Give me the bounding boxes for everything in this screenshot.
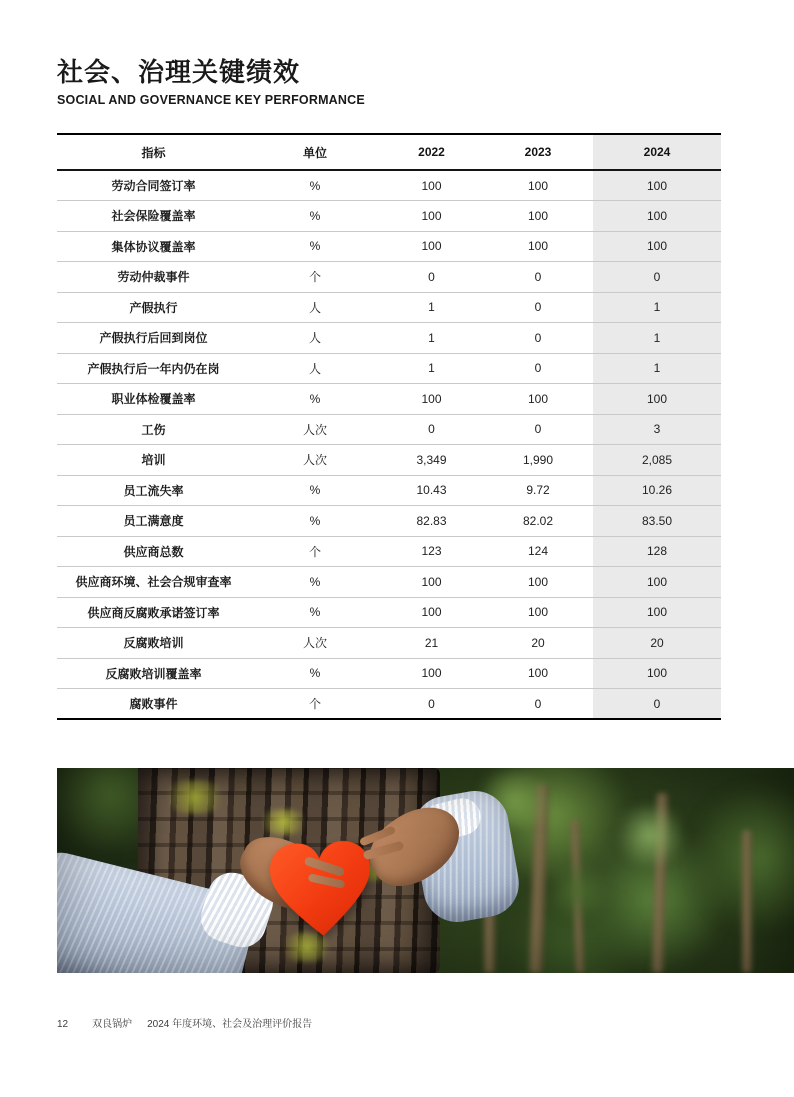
indicator-label: 职业体检覆盖率 (57, 384, 250, 415)
indicator-label: 产假执行后一年内仍在岗 (57, 353, 250, 384)
value-2023: 100 (483, 567, 593, 598)
unit-cell: 个 (250, 262, 380, 293)
table-row (57, 384, 721, 415)
indicator-label: 劳动仲裁事件 (57, 262, 250, 293)
table-row (57, 506, 721, 537)
tree-hug-heart-photo (57, 768, 794, 973)
value-2022: 123 (380, 536, 483, 567)
footer-report-title: 2024 年度环境、社会及治理评价报告 (147, 1019, 313, 1030)
unit-cell: % (250, 170, 380, 201)
indicator-label: 供应商反腐败承诺签订率 (57, 597, 250, 628)
page-footer (57, 1015, 312, 1030)
footer-company-name: 双良锅炉 (92, 1019, 133, 1030)
value-2022: 100 (380, 170, 483, 201)
value-2023: 82.02 (483, 506, 593, 537)
indicator-label: 工伤 (57, 414, 250, 445)
value-2023: 100 (483, 597, 593, 628)
table-row (57, 201, 721, 232)
value-2023: 0 (483, 414, 593, 445)
value-2022: 10.43 (380, 475, 483, 506)
table-row (57, 414, 721, 445)
indicator-label: 员工流失率 (57, 475, 250, 506)
value-2022: 0 (380, 262, 483, 293)
indicator-label: 员工满意度 (57, 506, 250, 537)
value-2022: 1 (380, 323, 483, 354)
value-2024: 128 (593, 536, 721, 567)
photo-vignette (57, 768, 794, 973)
value-2022: 21 (380, 628, 483, 659)
value-2024: 83.50 (593, 506, 721, 537)
indicator-label: 劳动合同签订率 (57, 170, 250, 201)
table-row (57, 262, 721, 293)
value-2022: 3,349 (380, 445, 483, 476)
unit-cell: % (250, 567, 380, 598)
value-2022: 1 (380, 292, 483, 323)
value-2023: 0 (483, 323, 593, 354)
table-row (57, 170, 721, 201)
table-row (57, 323, 721, 354)
kpi-table (57, 133, 721, 720)
value-2022: 100 (380, 597, 483, 628)
indicator-label: 集体协议覆盖率 (57, 231, 250, 262)
value-2023: 100 (483, 658, 593, 689)
value-2023: 0 (483, 689, 593, 720)
unit-cell: 人次 (250, 445, 380, 476)
value-2023: 100 (483, 170, 593, 201)
value-2024: 10.26 (593, 475, 721, 506)
value-2023: 100 (483, 201, 593, 232)
indicator-label: 反腐败培训覆盖率 (57, 658, 250, 689)
value-2022: 0 (380, 414, 483, 445)
value-2022: 100 (380, 231, 483, 262)
value-2024: 100 (593, 567, 721, 598)
unit-cell: % (250, 475, 380, 506)
value-2023: 100 (483, 231, 593, 262)
indicator-label: 社会保险覆盖率 (57, 201, 250, 232)
value-2024: 1 (593, 323, 721, 354)
value-2024: 100 (593, 201, 721, 232)
unit-cell: 人次 (250, 414, 380, 445)
value-2024: 0 (593, 689, 721, 720)
page-title: 社会、治理关键绩效 (57, 57, 301, 87)
unit-cell: % (250, 597, 380, 628)
table-row (57, 231, 721, 262)
table-row (57, 445, 721, 476)
value-2023: 1,990 (483, 445, 593, 476)
table-row (57, 567, 721, 598)
value-2022: 100 (380, 658, 483, 689)
value-2023: 100 (483, 384, 593, 415)
unit-cell: % (250, 201, 380, 232)
unit-cell: 个 (250, 689, 380, 720)
value-2024: 100 (593, 384, 721, 415)
value-2023: 0 (483, 262, 593, 293)
unit-cell: % (250, 231, 380, 262)
indicator-label: 腐败事件 (57, 689, 250, 720)
unit-cell: 人 (250, 292, 380, 323)
value-2024: 100 (593, 597, 721, 628)
value-2023: 9.72 (483, 475, 593, 506)
unit-cell: 人 (250, 323, 380, 354)
value-2023: 124 (483, 536, 593, 567)
value-2023: 0 (483, 292, 593, 323)
column-header-2024: 2024 (593, 134, 721, 170)
table-row (57, 628, 721, 659)
unit-cell: 人次 (250, 628, 380, 659)
value-2022: 100 (380, 201, 483, 232)
indicator-label: 反腐败培训 (57, 628, 250, 659)
value-2022: 1 (380, 353, 483, 384)
table-row (57, 292, 721, 323)
table-row (57, 353, 721, 384)
table-row (57, 475, 721, 506)
value-2024: 2,085 (593, 445, 721, 476)
indicator-label: 产假执行 (57, 292, 250, 323)
indicator-label: 培训 (57, 445, 250, 476)
column-header-indicator: 指标 (57, 134, 250, 170)
value-2022: 100 (380, 384, 483, 415)
value-2024: 3 (593, 414, 721, 445)
indicator-label: 供应商环境、社会合规审查率 (57, 567, 250, 598)
table-row (57, 689, 721, 720)
value-2023: 0 (483, 353, 593, 384)
indicator-label: 供应商总数 (57, 536, 250, 567)
table-row (57, 597, 721, 628)
value-2024: 20 (593, 628, 721, 659)
value-2022: 100 (380, 567, 483, 598)
column-header-unit: 单位 (250, 134, 380, 170)
value-2024: 0 (593, 262, 721, 293)
value-2023: 20 (483, 628, 593, 659)
value-2024: 1 (593, 292, 721, 323)
indicator-label: 产假执行后回到岗位 (57, 323, 250, 354)
table-row (57, 536, 721, 567)
page-header (57, 58, 365, 107)
value-2024: 100 (593, 170, 721, 201)
value-2024: 1 (593, 353, 721, 384)
table-row (57, 658, 721, 689)
unit-cell: % (250, 658, 380, 689)
value-2022: 0 (380, 689, 483, 720)
value-2022: 82.83 (380, 506, 483, 537)
page-subtitle: SOCIAL AND GOVERNANCE KEY PERFORMANCE (57, 92, 365, 107)
unit-cell: % (250, 506, 380, 537)
unit-cell: 人 (250, 353, 380, 384)
value-2024: 100 (593, 658, 721, 689)
unit-cell: 个 (250, 536, 380, 567)
column-header-2022: 2022 (380, 134, 483, 170)
page-number: 12 (57, 1019, 69, 1030)
unit-cell: % (250, 384, 380, 415)
column-header-2023: 2023 (483, 134, 593, 170)
table-header-row (57, 134, 721, 170)
value-2024: 100 (593, 231, 721, 262)
